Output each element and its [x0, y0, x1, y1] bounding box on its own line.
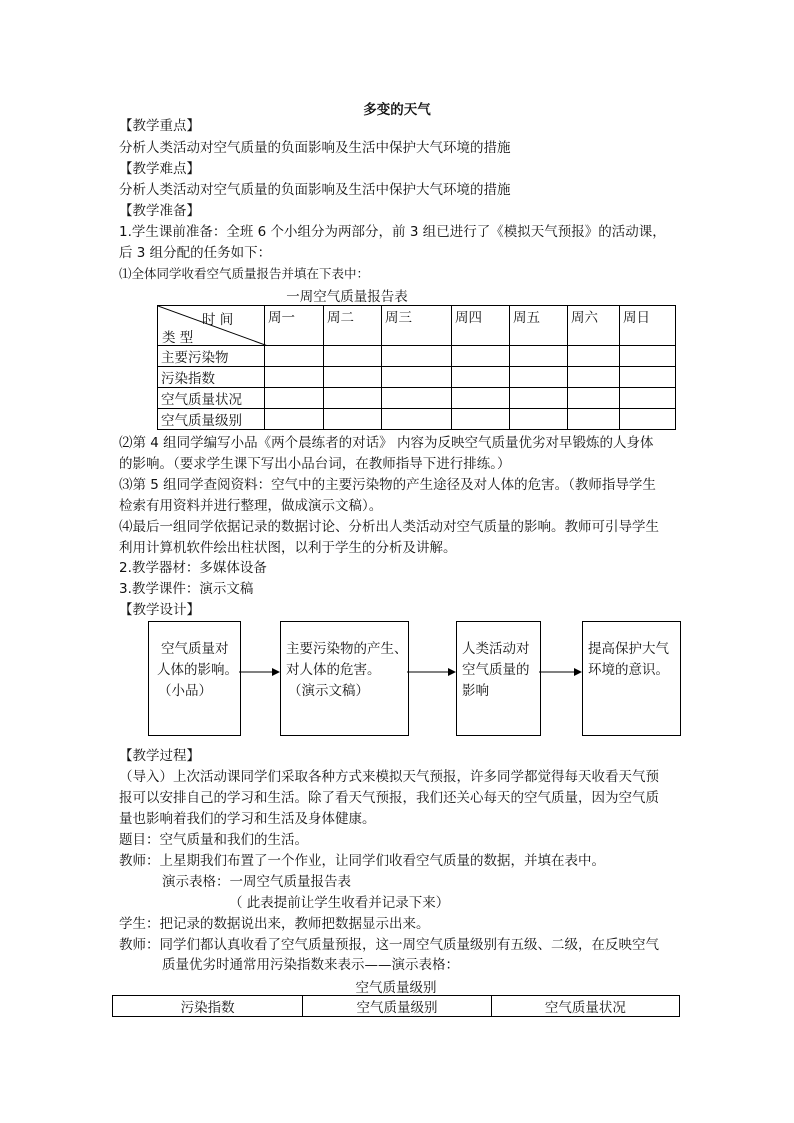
prep-heading: 【教学准备】 [119, 203, 200, 219]
grade-table-header-row [113, 996, 680, 1017]
flow-box-2-line-3: （演示文稿） [288, 683, 369, 699]
task-2-line-1: ⑵第 4 组同学编写小品《两个晨练者的对话》 内容为反映空气质量优劣对早锻炼的人身体 [119, 435, 654, 451]
process-topic: 题目：空气质量和我们的生活。 [119, 832, 308, 848]
row-label-status: 空气质量状况 [158, 388, 265, 409]
task-4-line-2: 利用计算机软件绘出柱状图，以利于学生的分析及讲解。 [119, 540, 457, 556]
grade-table-caption: 空气质量级别 [355, 980, 437, 996]
day-header-wed: 周三 [382, 306, 452, 346]
process-intro-line-2: 报可以安排自己的学习和生活。除了看天气预报，我们还关心每天的空气质量，因为空气质 [119, 790, 659, 806]
prep-item-1-line-1: 1.学生课前准备：全班 6 个小组分为两部分，前 3 组已进行了《模拟天气预报》的活动课， [119, 224, 666, 240]
difficulty-heading: 【教学难点】 [119, 161, 200, 177]
design-heading: 【教学设计】 [119, 602, 200, 618]
flow-box-4-line-2: 环境的意识。 [588, 662, 669, 678]
row-label-index: 污染指数 [158, 367, 265, 388]
focus-heading: 【教学重点】 [119, 118, 200, 134]
day-header-thu: 周四 [452, 306, 510, 346]
day-header-mon: 周一 [265, 306, 324, 346]
task-2-line-2: 的影响。（要求学生课下写出小品台词，在教师指导下进行排练。） [119, 456, 511, 472]
flow-box-3-line-1: 人类活动对 [462, 641, 530, 657]
grade-header-level: 空气质量级别 [303, 996, 491, 1017]
flow-box-4-line-1: 提高保护大气 [588, 641, 669, 657]
day-header-tue: 周二 [324, 306, 382, 346]
process-demo-note: （ 此表提前让学生收看并记录下来） [229, 895, 450, 911]
air-quality-grade-table [112, 995, 680, 1017]
process-teacher-2-line-2: 质量优劣时通常用污染指数来表示——演示表格： [162, 957, 459, 973]
prep-item-1-line-2: 后 3 组分配的任务如下： [119, 245, 272, 261]
prep-item-2: 2.教学器材：多媒体设备 [119, 560, 267, 576]
grade-header-status: 空气质量状况 [491, 996, 679, 1017]
flow-box-1-line-3: （小品） [158, 683, 212, 699]
corner-time-label: 时 间 [202, 312, 234, 328]
task-3-line-1: ⑶第 5 组同学查阅资料：空气中的主要污染物的产生途径及对人体的危害。（教师指导学生 [119, 477, 656, 493]
day-header-sun: 周日 [620, 306, 676, 346]
task-3-line-2: 检索有用资料并进行整理，做成演示文稿）。 [119, 498, 383, 514]
process-intro-line-3: 量也影响着我们的学习和生活及身体健康。 [119, 811, 376, 827]
flow-box-3-line-3: 影响 [462, 683, 489, 699]
difficulty-text: 分析人类活动对空气质量的负面影响及生活中保护大气环境的措施 [119, 182, 511, 198]
row-label-grade: 空气质量级别 [158, 409, 265, 430]
flow-box-2-line-2: 对人体的危害。 [286, 662, 381, 678]
day-header-sat: 周六 [568, 306, 620, 346]
flow-box-1-line-2: 人体的影响。 [157, 662, 238, 678]
corner-type-label: 类 型 [162, 330, 194, 346]
task-1: ⑴全体同学收看空气质量报告并填在下表中： [119, 266, 370, 281]
week-table-caption: 一周空气质量报告表 [286, 289, 408, 305]
process-heading: 【教学过程】 [119, 748, 200, 764]
prep-item-3: 3.教学课件：演示文稿 [119, 581, 254, 597]
process-student: 学生：把记录的数据说出来，教师把数据显示出来。 [119, 916, 430, 932]
flow-box-1-line-1: 空气质量对 [161, 641, 229, 657]
focus-text: 分析人类活动对空气质量的负面影响及生活中保护大气环境的措施 [119, 140, 511, 156]
row-label-pollutant: 主要污染物 [158, 346, 265, 367]
process-teacher-1: 教师：上星期我们布置了一个作业，让同学们收看空气质量的数据，并填在表中。 [119, 853, 605, 869]
document-title: 多变的天气 [363, 102, 431, 118]
grade-header-index: 污染指数 [113, 996, 303, 1017]
process-intro-line-1: （导入）上次活动课同学们采取各种方式来模拟天气预报，许多同学都觉得每天收看天气预 [119, 769, 659, 785]
task-4-line-1: ⑷最后一组同学依据记录的数据讨论、分析出人类活动对空气质量的影响。教师可引导学生 [119, 519, 659, 535]
day-header-fri: 周五 [510, 306, 568, 346]
flow-box-2-line-1: 主要污染物的产生、 [286, 641, 408, 657]
flow-box-3-line-2: 空气质量的 [462, 662, 530, 678]
process-demo-table: 演示表格：一周空气质量报告表 [162, 874, 351, 890]
process-teacher-2-line-1: 教师：同学们都认真收看了空气质量预报，这一周空气质量级别有五级、二级，在反映空气 [119, 937, 659, 953]
